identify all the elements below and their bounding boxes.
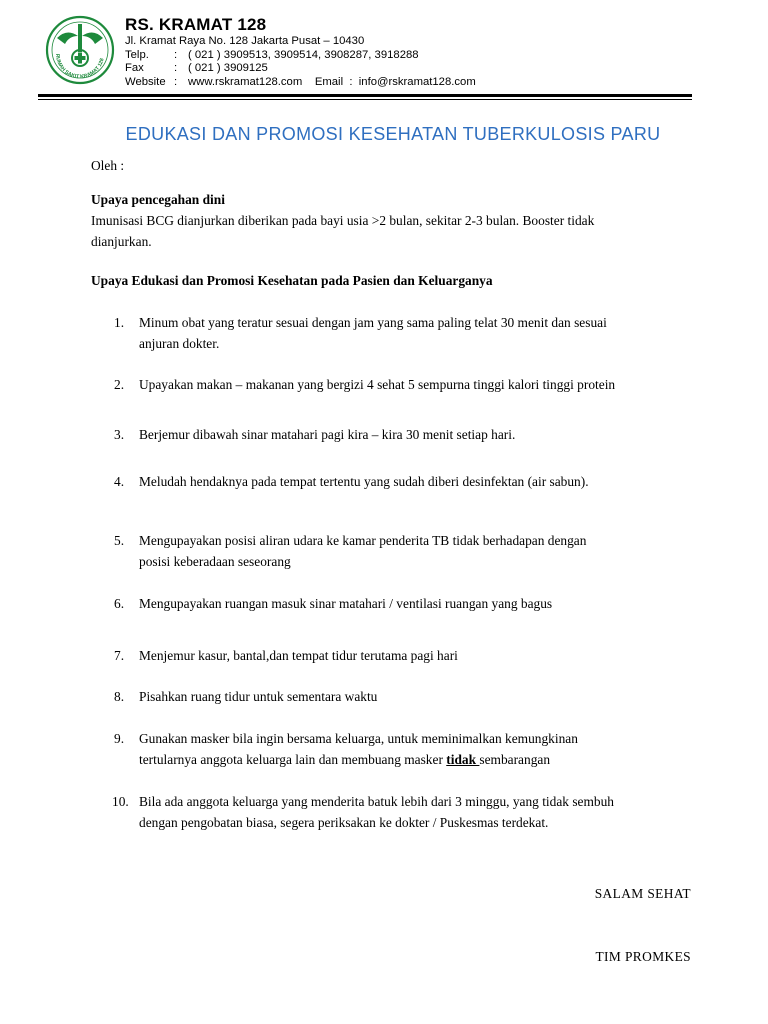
list-item-text: Berjemur dibawah sinar matahari pagi kira – kira 30 menit setiap hari. — [139, 427, 516, 442]
header-rule-thick — [38, 94, 692, 97]
hospital-address: Jl. Kramat Raya No. 128 Jakarta Pusat – 10430 — [125, 35, 365, 47]
header-rule-thin — [38, 99, 692, 100]
letterhead — [125, 15, 476, 89]
list-item-number: 10. — [112, 794, 129, 809]
list-item-text: Mengupayakan posisi aliran udara ke kamar penderita TB tidak berhadapan dengan — [139, 533, 587, 548]
list-item-number: 8. — [114, 689, 125, 704]
fax-value: ( 021 ) 3909125 — [188, 62, 268, 75]
website-value: www.rskramat128.com — [188, 75, 303, 88]
list-item-number: 7. — [114, 648, 125, 663]
list-item-number: 9. — [114, 731, 125, 746]
author-label: Oleh : — [91, 158, 125, 173]
prevention-text-line2: dianjurkan. — [91, 234, 152, 249]
list-item-text: Meludah hendaknya pada tempat tertentu yang sudah diberi desinfektan (air sabun). — [139, 474, 589, 489]
list-item-text: Gunakan masker bila ingin bersama keluarga, untuk meminimalkan kemungkinan — [139, 731, 578, 746]
emphasis-tidak: tidak — [446, 752, 480, 767]
list-item-text-part: tertularnya anggota keluarga lain dan membuang masker — [139, 752, 447, 767]
list-item-number: 4. — [114, 474, 125, 489]
list-item-text: Pisahkan ruang tidur untuk sementara waktu — [139, 689, 378, 704]
list-item-text-part: sembarangan — [479, 752, 551, 767]
closing-greeting: SALAM SEHAT — [594, 886, 691, 901]
fax-label: Fax — [125, 62, 144, 75]
list-item-text: Bila ada anggota keluarga yang menderita batuk lebih dari 3 minggu, yang tidak sembuh — [139, 794, 614, 809]
list-item-text: Minum obat yang teratur sesuai dengan jam yang sama paling telat 30 menit dan sesuai — [139, 315, 607, 330]
fax-line — [125, 62, 476, 76]
email-label: Email — [314, 75, 344, 88]
prevention-text-line1: Imunisasi BCG dianjurkan diberikan pada bayi usia >2 bulan, sekitar 2-3 bulan. Booster tidak — [91, 213, 595, 228]
website-line — [125, 76, 476, 90]
telp-sep: : — [174, 48, 178, 61]
list-item-number: 1. — [114, 315, 125, 330]
hospital-name: RS. KRAMAT 128 — [125, 15, 267, 34]
telp-label: Telp. — [125, 48, 149, 61]
document-title: EDUKASI DAN PROMOSI KESEHATAN TUBERKULOSIS PARU — [125, 124, 661, 144]
email-value: info@rskramat128.com — [358, 75, 476, 88]
list-item-number: 3. — [114, 427, 125, 442]
telp-value: ( 021 ) 3909513, 3909514, 3908287, 3918288 — [188, 48, 419, 61]
svg-text:RUMAH SAKIT KRAMAT 128: RUMAH SAKIT KRAMAT 128 — [53, 53, 106, 81]
list-item-number: 2. — [114, 377, 125, 392]
list-item-text: anjuran dokter. — [139, 336, 220, 351]
list-item-text: Mengupayakan ruangan masuk sinar matahari / ventilasi ruangan yang bagus — [139, 596, 553, 611]
telp-line — [125, 49, 476, 63]
team-signature: TIM PROMKES — [595, 949, 691, 964]
fax-sep: : — [174, 62, 178, 75]
list-item-text — [139, 749, 550, 770]
website-label: Website — [125, 75, 166, 88]
email-sep: : — [349, 75, 353, 88]
list-item-number: 6. — [114, 596, 125, 611]
section-heading-education: Upaya Edukasi dan Promosi Kesehatan pada Pasien dan Keluarganya — [91, 273, 493, 288]
list-item-number: 5. — [114, 533, 125, 548]
hospital-logo — [45, 14, 115, 86]
list-item-text: dengan pengobatan biasa, segera periksakan ke dokter / Puskesmas terdekat. — [139, 815, 549, 830]
list-item-text: Menjemur kasur, bantal,dan tempat tidur terutama pagi hari — [139, 648, 458, 663]
website-sep: : — [174, 75, 178, 88]
section-heading-prevention: Upaya pencegahan dini — [91, 192, 225, 207]
list-item-text: posisi keberadaan seseorang — [139, 554, 291, 569]
list-item-text: Upayakan makan – makanan yang bergizi 4 sehat 5 sempurna tinggi kalori tinggi protein — [139, 377, 616, 392]
